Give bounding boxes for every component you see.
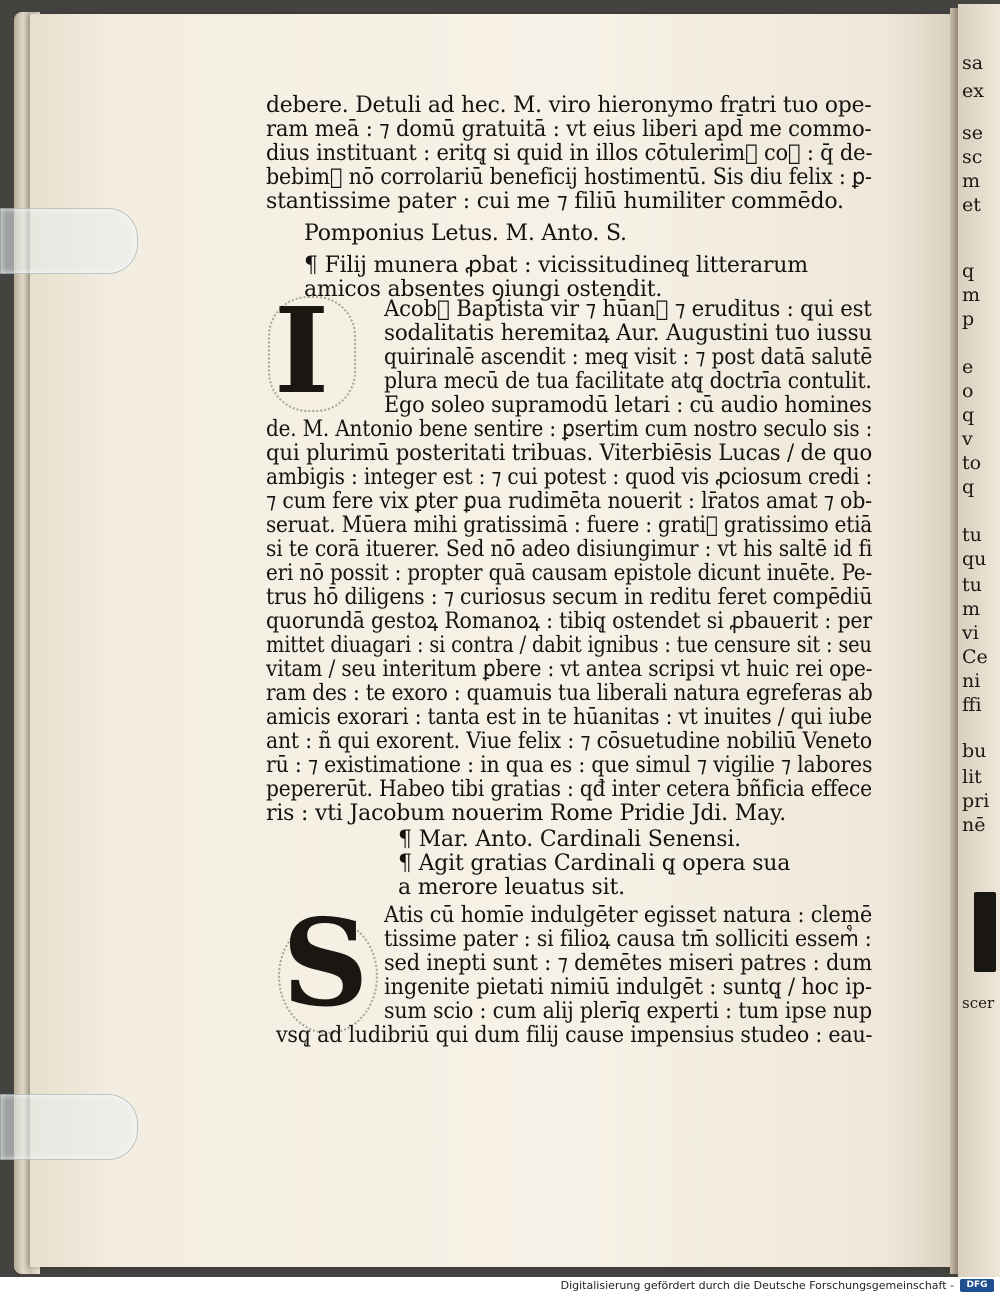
text-line: sodalitatis heremitaꝝ Aur. Augustini tuo iussu	[384, 321, 873, 346]
right-initial-fragment	[974, 892, 996, 972]
right-fragment: vi	[962, 622, 979, 644]
footer-credit-text: Digitalisierung gefördert durch die Deutsche Forschungsgemeinschaft -	[560, 1279, 954, 1292]
text-line: amicis exorari : tanta est in te hūanitas : vt inuites / qui iube	[266, 705, 873, 730]
right-fragment: m	[962, 284, 981, 306]
text-line: debere. Detuli ad hec. M. viro hieronymo fratri tuo ope-	[266, 93, 872, 118]
text-line: ⁊ cum fere vix ꝑter ꝑua rudimēta nouerit : lr̄atos amat ⁊ ob-	[266, 489, 872, 514]
text-line: Acob᷒ Baptista vir ⁊ hūan᷒ ⁊ eruditus : qui est	[384, 297, 872, 322]
text-line: qui plurimū posteritati tribuas. Viterbiēsis Lucas / de quo	[266, 441, 873, 466]
text-line: vitam / seu interitum ꝑbere : vt antea scripsi vt huic rei ope-	[266, 657, 873, 682]
text-line: bebim᷒ nō corrolariū beneficij hostimentū. Sis diu felix : ꝑ-	[266, 165, 872, 190]
letter-argument: a merore leuatus sit.	[398, 875, 625, 900]
right-fragment: tu	[962, 524, 982, 546]
text-line: eri nō possit : propter quā causam epistole dicunt inuēte. Pe-	[266, 561, 873, 586]
dfg-logo: DFG	[960, 1279, 994, 1292]
text-line: Atis cū homīe indulgēter egisset natura : clemē	[384, 903, 873, 928]
text-line: de. M. Antonio bene sentire : ꝑsertim cum nostro seculo sis :	[266, 417, 873, 442]
right-fragment: sa	[962, 52, 984, 74]
right-fragment: ffi	[962, 694, 982, 716]
right-fragment: nē	[962, 814, 986, 836]
text-line: mittet diuagari : si contra / dabit ignibus : tue censure sit : seu	[266, 633, 872, 658]
letter-address: Pomponius Letus. M. Anto. S.	[304, 221, 627, 246]
text-line: sed inepti sunt : ⁊ demētes miseri patres : dum	[384, 951, 872, 976]
letter-argument: ¶ Filij munera ꝓbat : vicissitudineq̨ litterarum	[304, 253, 808, 278]
right-fragment: e	[962, 356, 974, 378]
text-line: Ego soleo supramodū letari : cū audio homines	[384, 393, 872, 418]
right-fragment: o	[962, 380, 974, 402]
text-line: ram des : te exoro : quamuis tua liberali natura egreferas ab	[266, 681, 873, 706]
drop-cap-S: S	[282, 893, 369, 1034]
letter-address: ¶ Mar. Anto. Cardinali Senensi.	[398, 827, 741, 852]
right-fragment: to	[962, 452, 982, 474]
text-line: pepererūt. Habeo tibi gratias : qđ inter cetera bñficia effece	[266, 777, 872, 802]
right-fragment: et	[962, 194, 981, 216]
right-fragment: m	[962, 598, 981, 620]
page-clip-top	[0, 208, 138, 274]
text-line: vsq̨ ad ludibriū qui dum filij cause impensius studeo : eau-	[276, 1023, 873, 1048]
page-clip-bottom	[0, 1094, 138, 1160]
text-line: ant : ñ qui exorent. Viue felix : ⁊ cōsuetudine nobiliū Veneto	[266, 729, 873, 754]
text-line: trus hō diligens : ⁊ curiosus secum in reditu feret compēdiū	[266, 585, 873, 610]
right-fragment: bu	[962, 740, 987, 762]
text-line: ingenite pietati nimiū indulgēt : suntq̨ / hoc ip-	[384, 975, 872, 1000]
drop-cap-ornament	[268, 296, 356, 412]
text-line: dius instituant : eritq̨ si quid in illos cōtulerim᷒ coꝝ : q̄ de-	[266, 141, 873, 166]
right-fragment: v	[962, 428, 973, 450]
text-line: seruat. Mūera mihi gratissimā : fuere : grati᷒ gratissimo etiā	[266, 513, 873, 538]
text-line: stantissime pater : cui me ⁊ filiū humiliter commēdo.	[266, 189, 844, 214]
right-fragment: qu	[962, 548, 987, 570]
right-fragment: ex	[962, 80, 984, 102]
right-fragment: lit	[962, 766, 982, 788]
right-fragment: pri	[962, 790, 990, 812]
text-line: ris : vti Jacobum nouerim Rome Pridie Jdi. May.	[266, 801, 786, 826]
drop-cap-ornament	[278, 918, 378, 1034]
right-fragment: tu	[962, 574, 982, 596]
text-line: ram meā : ⁊ domū gratuitā : vt eius liberi apd̄ me commo-	[266, 117, 872, 142]
drop-cap-I: I	[274, 281, 330, 420]
right-fragment: Ce	[962, 646, 988, 668]
text-line: sum scio : cum alij plerīq̨ experti : tum ipse nup	[384, 999, 872, 1024]
text-line: quirinalē ascendit : meq̨ visit : ⁊ post datā salutē	[384, 345, 873, 370]
book-page-right	[958, 4, 1000, 1277]
text-line: si te corā ituerer. Sed nō adeo disiungimur : vt his saltē id fi	[266, 537, 873, 562]
footer-credit-bar	[0, 1277, 1000, 1295]
right-fragment: m	[962, 170, 981, 192]
right-fragment: se	[962, 122, 983, 144]
text-line: rū : ⁊ existimatione : in qua es : que simul ⁊ vigilie ⁊ labores	[266, 753, 873, 778]
text-line: tissime pater : si filioꝝ causa tm̄ solliciti essem᷒ :	[384, 927, 872, 952]
text-line: quorundā gestoꝝ Romanoꝝ : tibiq̨ ostendet si ꝓbauerit : per	[266, 609, 872, 634]
letter-argument: amicos absentes ꝯiungi ostendit.	[304, 277, 663, 302]
right-fragment: scer	[962, 994, 995, 1012]
right-fragment: sc	[962, 146, 983, 168]
right-fragment: ni	[962, 670, 981, 692]
right-fragment: q	[962, 476, 975, 498]
right-fragment: q	[962, 260, 975, 282]
letter-argument: ¶ Agit gratias Cardinali q̨ opera sua	[398, 851, 791, 876]
right-fragment: p	[962, 308, 975, 330]
text-line: plura mecū de tua facilitate atq̨ doctrīa contulit.	[384, 369, 872, 394]
right-fragment: q	[962, 404, 975, 426]
text-line: ambigis : integer est : ⁊ cui potest : quod vis ꝓciosum credi :	[266, 465, 873, 490]
